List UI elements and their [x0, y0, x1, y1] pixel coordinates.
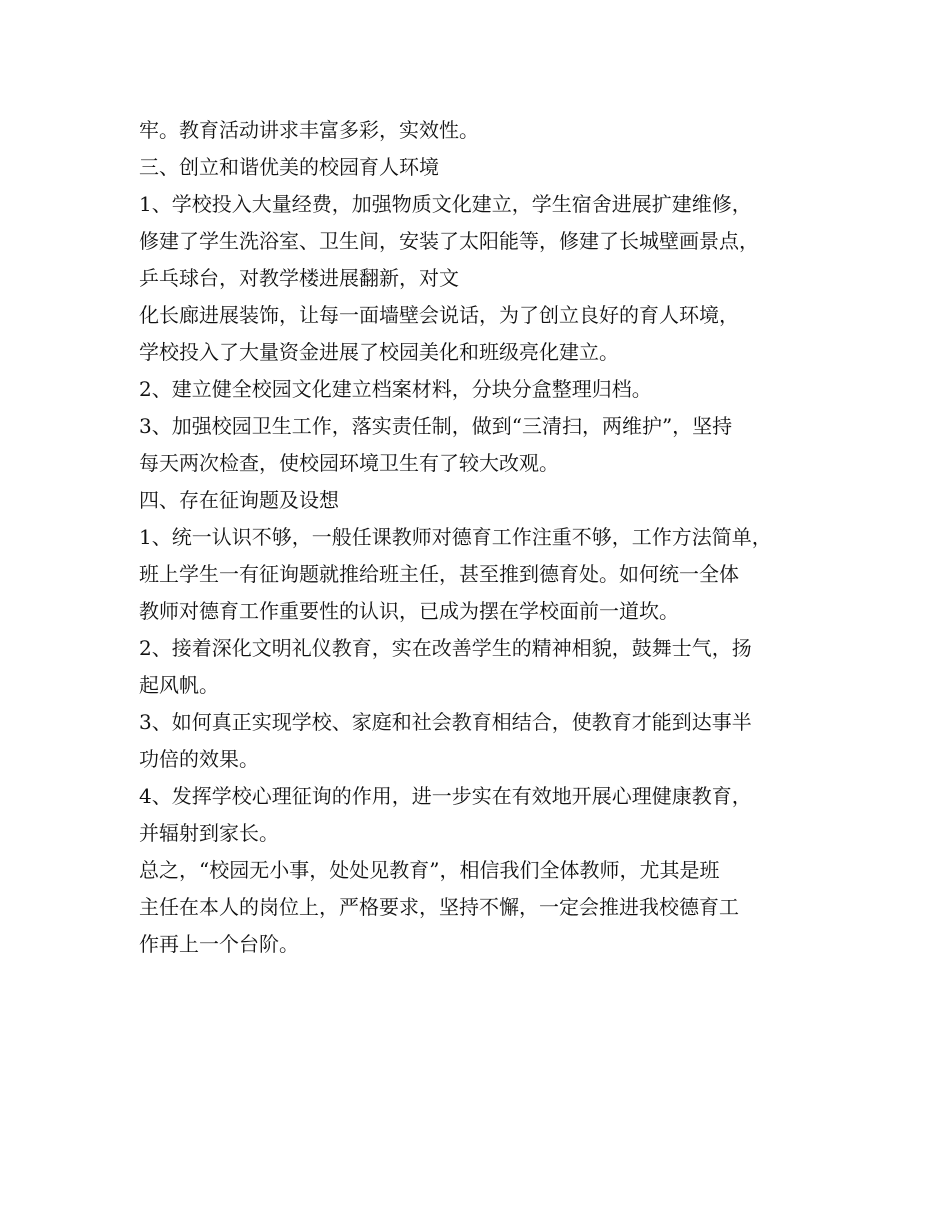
text-line: 班上学生一有征询题就推给班主任，甚至推到德育处。如何统一全体	[139, 562, 739, 586]
text-line: 2、建立健全校园文化建立档案材料，分块分盒整理归档。	[139, 377, 652, 401]
text-line: 3、加强校园卫生工作，落实责任制，做到“三清扫，两维护”，坚持	[139, 414, 733, 438]
section-heading-4: 四、存在征询题及设想	[139, 488, 339, 512]
text-line: 主任在本人的岗位上，严格要求，坚持不懈，一定会推进我校德育工	[139, 895, 739, 919]
document-body	[139, 112, 839, 963]
text-line: 1、统一认识不够，一般任课教师对德育工作注重不够，工作方法简单，	[139, 525, 772, 549]
text-line: 作再上一个台阶。	[139, 932, 299, 956]
text-line: 3、如何真正实现学校、家庭和社会教育相结合，使教育才能到达事半	[139, 710, 752, 734]
text-line: 4、发挥学校心理征询的作用，进一步实在有效地开展心理健康教育，	[139, 784, 752, 808]
text-line: 2、接着深化文明礼仪教育，实在改善学生的精神相貌，鼓舞士气，扬	[139, 636, 752, 660]
text-line: 学校投入了大量资金进展了校园美化和班级亮化建立。	[139, 340, 619, 364]
text-line: 1、学校投入大量经费，加强物质文化建立，学生宿舍进展扩建维修，	[139, 192, 752, 216]
text-line: 乒乓球台，对教学楼进展翻新，对文	[139, 266, 459, 290]
text-line: 起风帆。	[139, 673, 219, 697]
text-line: 教师对德育工作重要性的认识，已成为摆在学校面前一道坎。	[139, 599, 679, 623]
text-line: 并辐射到家长。	[139, 821, 279, 845]
text-line: 每天两次检查，使校园环境卫生有了较大改观。	[139, 451, 559, 475]
section-heading-3: 三、创立和谐优美的校园育人环境	[139, 155, 439, 179]
text-line: 修建了学生洗浴室、卫生间，安装了太阳能等，修建了长城壁画景点，	[139, 229, 759, 253]
text-line: 总之，“校园无小事，处处见教育”，相信我们全体教师，尤其是班	[139, 858, 720, 882]
text-line: 功倍的效果。	[139, 747, 259, 771]
text-line: 化长廊进展装饰，让每一面墙壁会说话，为了创立良好的育人环境，	[139, 303, 739, 327]
text-line: 牢。教育活动讲求丰富多彩，实效性。	[139, 118, 479, 142]
